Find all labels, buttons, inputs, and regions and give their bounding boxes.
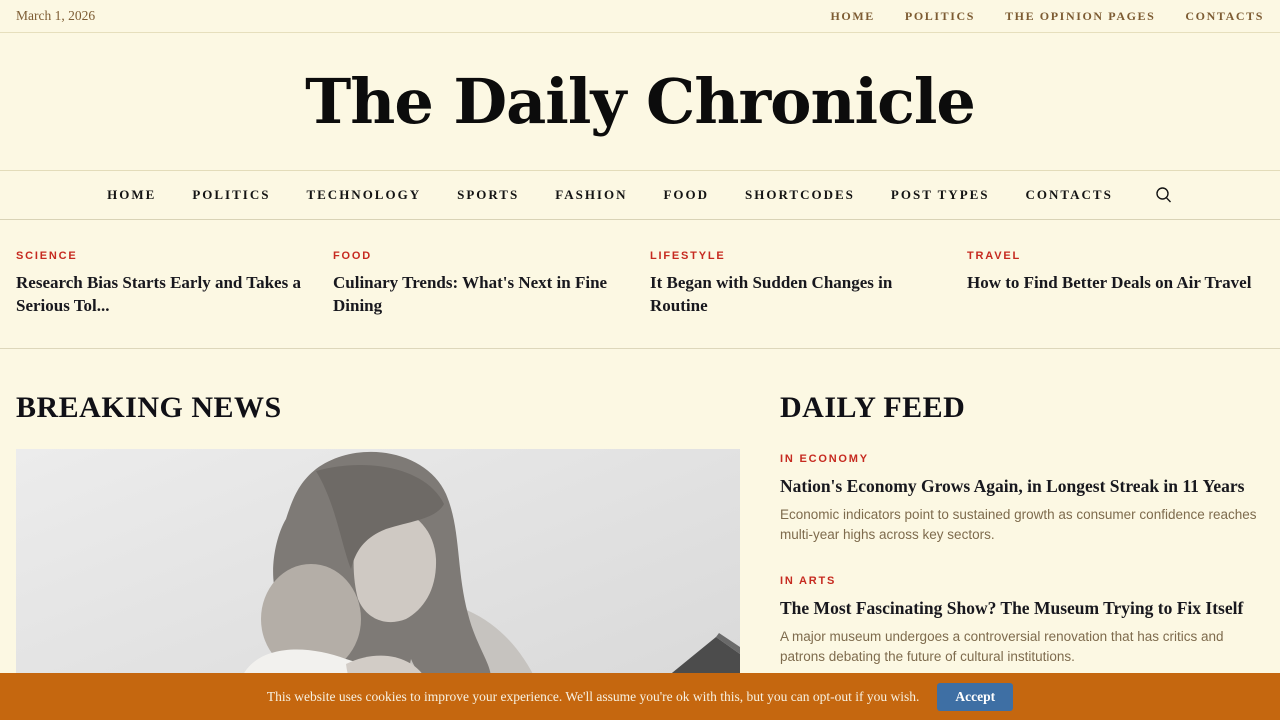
feed-headline[interactable]: Nation's Economy Grows Again, in Longest Streak in 11 Years (780, 475, 1245, 496)
nav-item-sports[interactable]: SPORTS (457, 187, 520, 202)
main-navigation (0, 170, 1280, 220)
site-logo[interactable]: The Daily Chronicle (305, 65, 975, 138)
category-link-in-arts[interactable]: IN ARTS (780, 575, 837, 588)
featured-headline[interactable]: It Began with Sudden Changes in Routine (650, 273, 893, 315)
feed-headline[interactable]: The Most Fascinating Show? The Museum Trying to Fix Itself (780, 598, 1244, 619)
category-link-science[interactable]: SCIENCE (16, 250, 78, 262)
category-link-food[interactable]: FOOD (333, 250, 372, 262)
featured-headline[interactable]: Culinary Trends: What's Next in Fine Dining (333, 273, 608, 315)
topbar-link-contacts[interactable]: CONTACTS (1185, 8, 1264, 23)
category-link-travel[interactable]: TRAVEL (967, 250, 1021, 262)
daily-feed-section (780, 349, 1264, 720)
featured-headline[interactable]: How to Find Better Deals on Air Travel (967, 273, 1252, 292)
nav-item-contacts[interactable]: CONTACTS (1025, 187, 1113, 202)
search-icon[interactable] (1155, 186, 1173, 204)
featured-strip (0, 220, 1280, 349)
feed-excerpt: A major museum undergoes a controversial renovation that has critics and patrons debating the future of cultural institutions. (780, 628, 1224, 665)
feed-item-arts (780, 571, 1264, 667)
top-bar (0, 0, 1280, 33)
feed-excerpt: Economic indicators point to sustained growth as consumer confidence reaches multi-year highs across key sectors. (780, 506, 1257, 542)
featured-headline[interactable]: Research Bias Starts Early and Takes a Serious Tol... (16, 273, 301, 315)
nav-item-home[interactable]: HOME (107, 187, 157, 202)
daily-feed-heading: DAILY FEED (780, 390, 966, 424)
cookie-accept-button[interactable]: Accept (937, 683, 1013, 711)
topbar-link-politics[interactable]: POLITICS (904, 8, 976, 23)
category-link-in-economy[interactable]: IN ECONOMY (780, 452, 869, 465)
feed-item-economy (780, 449, 1264, 545)
featured-card-science (16, 246, 313, 318)
main-content (0, 349, 1280, 720)
nav-item-shortcodes[interactable]: SHORTCODES (745, 187, 855, 202)
category-link-lifestyle[interactable]: LIFESTYLE (650, 250, 726, 262)
topbar-link-opinion-pages[interactable]: THE OPINION PAGES (1005, 8, 1156, 23)
masthead (0, 33, 1280, 170)
featured-card-lifestyle (650, 246, 947, 318)
nav-item-fashion[interactable]: FASHION (555, 187, 628, 202)
nav-item-politics[interactable]: POLITICS (192, 187, 271, 202)
breaking-news-section (16, 349, 740, 720)
nav-item-food[interactable]: FOOD (663, 187, 710, 202)
current-date: March 1, 2026 (16, 8, 96, 23)
nav-item-technology[interactable]: TECHNOLOGY (306, 187, 422, 202)
featured-card-travel (967, 246, 1264, 318)
top-bar-menu (831, 9, 1265, 24)
cookie-message: This website uses cookies to improve your experience. We'll assume you're ok with this, but you can opt-out if you wish. (266, 688, 920, 704)
topbar-link-home[interactable]: HOME (830, 8, 875, 23)
breaking-news-heading: BREAKING NEWS (16, 390, 282, 424)
featured-card-food (333, 246, 630, 318)
nav-item-post-types[interactable]: POST TYPES (890, 187, 990, 202)
cookie-consent-bar (0, 673, 1280, 720)
